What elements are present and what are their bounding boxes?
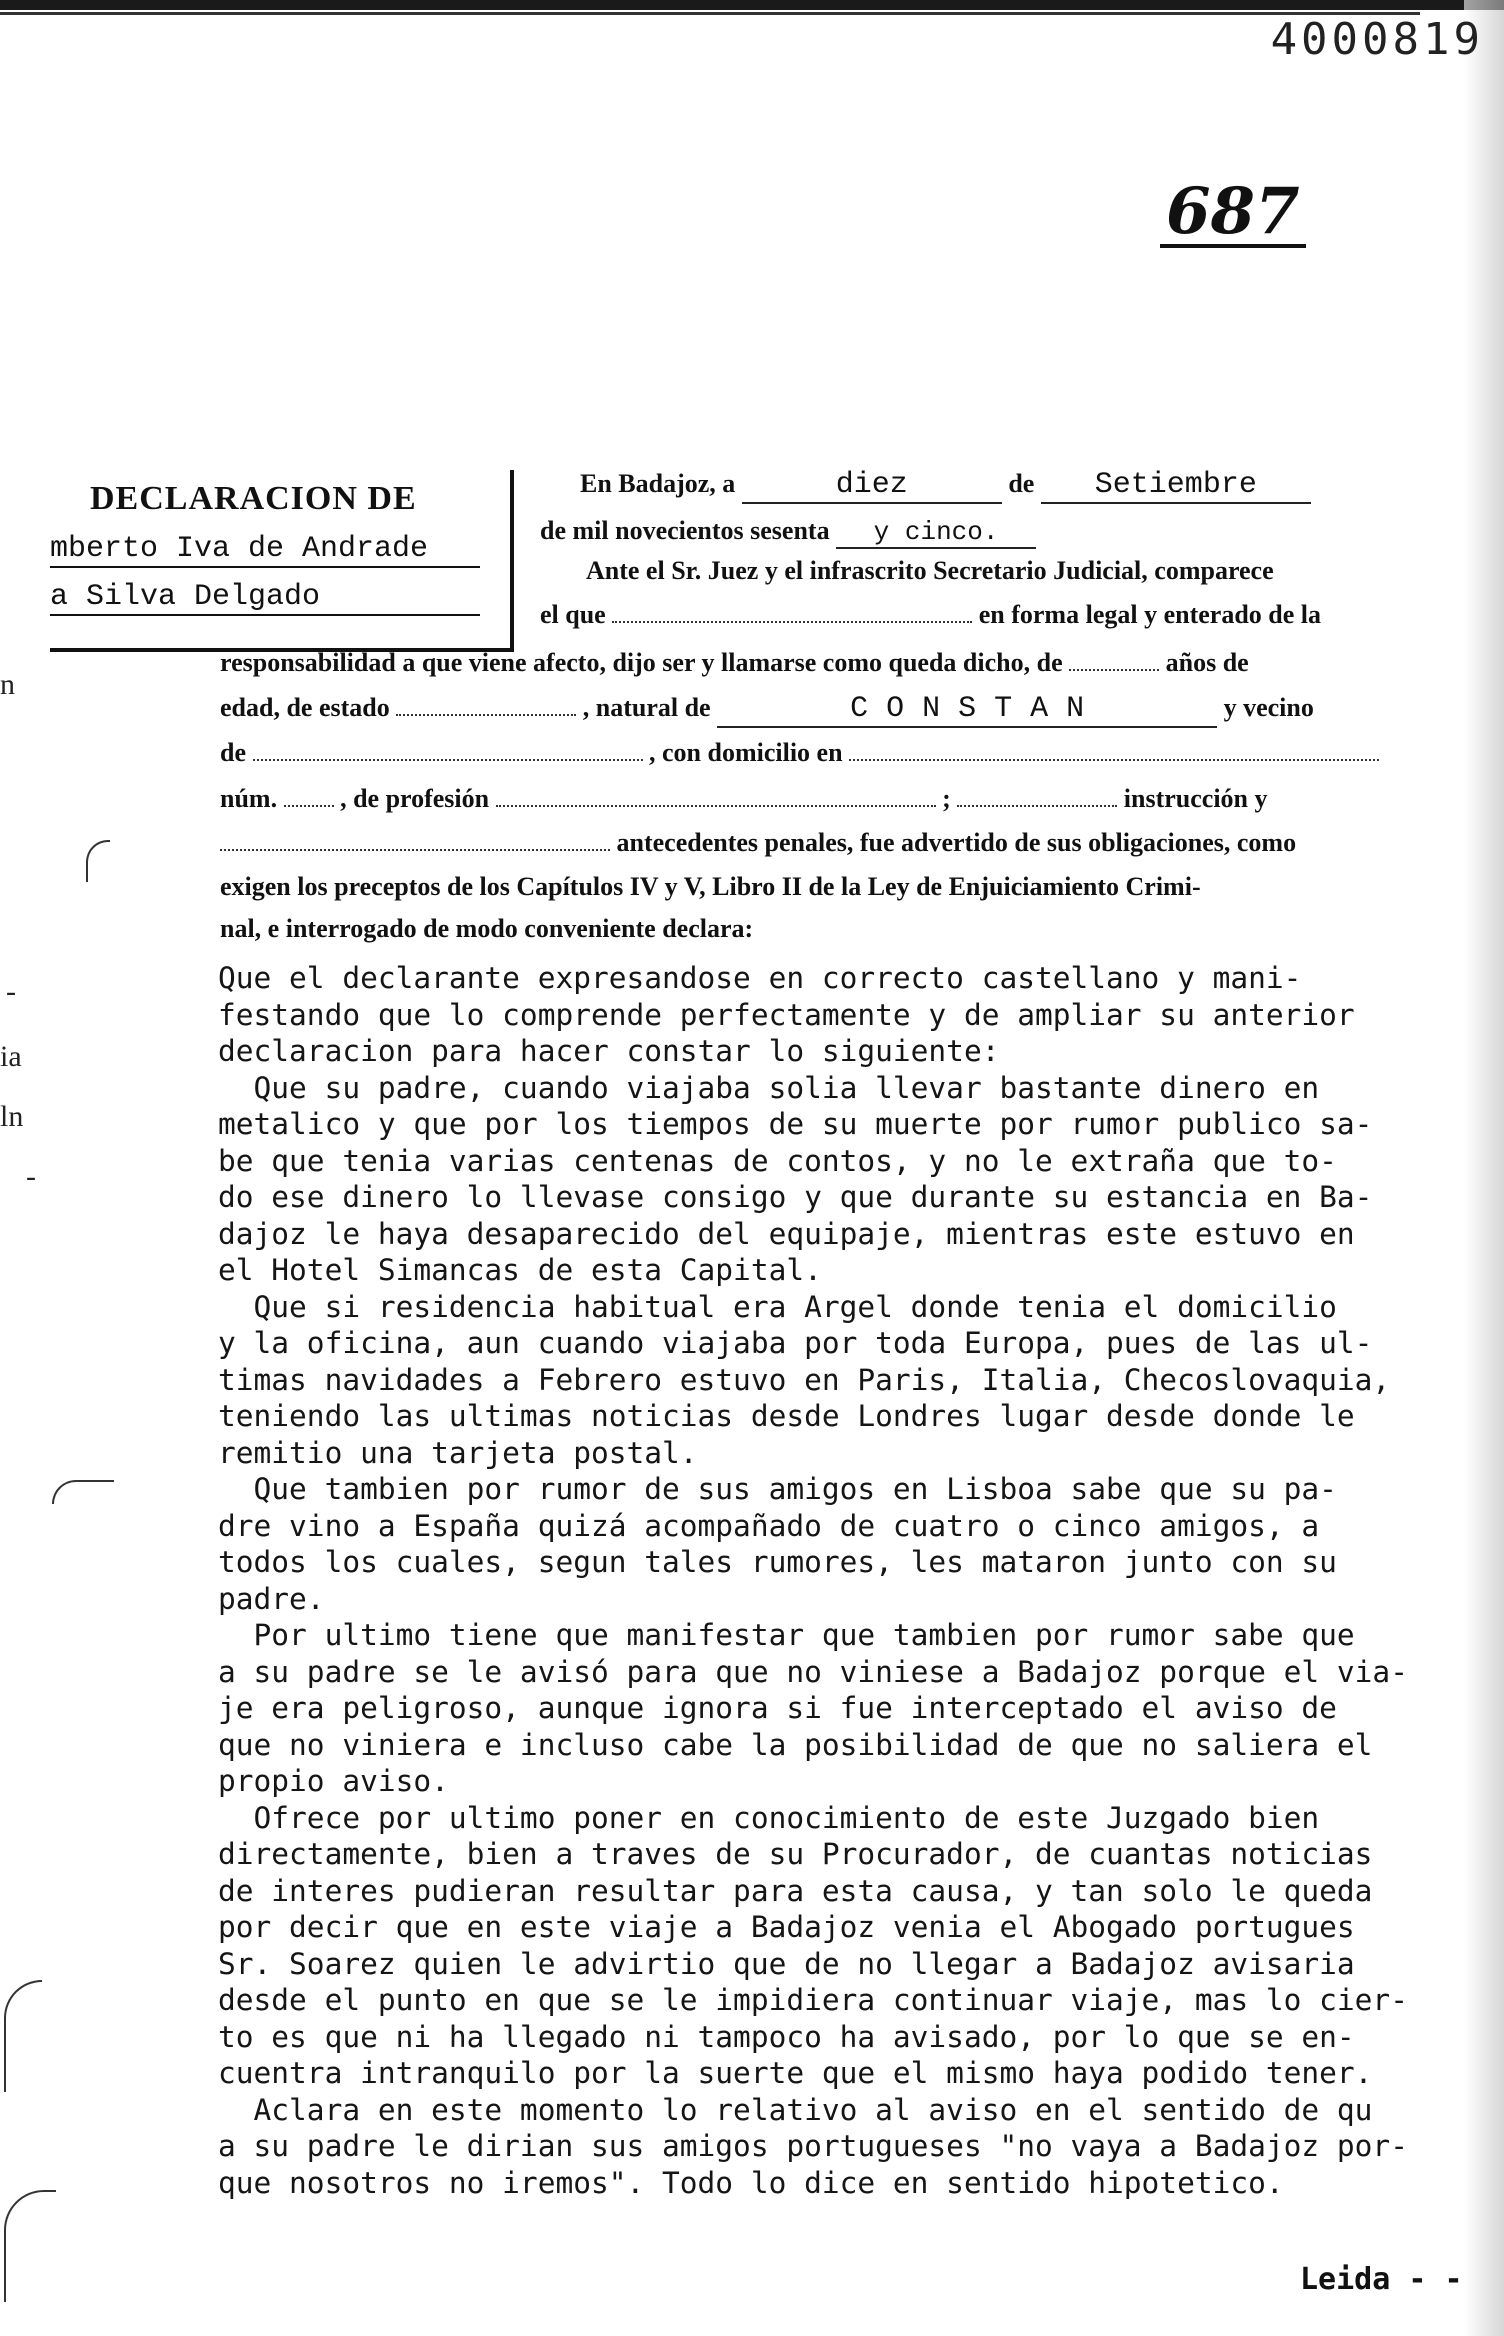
form-label: instrucción y: [1123, 784, 1268, 813]
blank-field: [496, 804, 936, 807]
form-line-appearance: Ante el Sr. Juez y el infrascrito Secretario Judicial, comparece: [586, 556, 1274, 585]
declaration-line: Que si residencia habitual era Argel donde tenia el domicilio: [218, 1289, 1337, 1324]
declaration-line: propio aviso.: [218, 1764, 449, 1798]
form-label: , con domicilio en: [649, 738, 843, 767]
form-label: de mil novecientos sesenta: [540, 516, 830, 545]
declaration-line: por decir que en este viaje a Badajoz venia el Abogado portugues: [218, 1910, 1355, 1944]
form-line-responsibility: [220, 648, 1249, 678]
form-label: de: [220, 738, 246, 767]
year-field: y cinco.: [836, 517, 1036, 549]
form-label: En Badajoz, a: [580, 469, 736, 498]
left-margin-fragment: ia: [0, 1040, 22, 1073]
form-line-profession: núm. , de profesión ; instrucción y: [220, 784, 1268, 813]
declaration-line: Que tambien por rumor de sus amigos en Lisboa sabe que su pa-: [218, 1472, 1337, 1506]
form-label: antecedentes penales, fue advertido de sus obligaciones, como: [616, 828, 1297, 857]
declaration-line: do ese dinero lo llevase consigo y que durante su estancia en Ba-: [218, 1180, 1373, 1214]
form-label: de: [1008, 469, 1035, 498]
form-label: y vecino: [1223, 693, 1314, 722]
form-line-year: [540, 516, 1036, 549]
declaration-line: a su padre le dirian sus amigos portugueses "no vaya a Badajoz por-: [218, 2129, 1408, 2163]
declaration-line: cuentra intranquilo por la suerte que el mismo haya podido tener.: [218, 2056, 1373, 2090]
declaration-line: teniendo las ultimas noticias desde Londres lugar desde donde le: [218, 1399, 1355, 1433]
declaration-line: y la oficina, aun cuando viajaba por toda Europa, pues de las ul-: [218, 1326, 1373, 1360]
form-line-declares: nal, e interrogado de modo conveniente declara:: [220, 914, 754, 943]
declaration-line: a su padre se le avisó para que no viniese a Badajoz porque el via-: [218, 1654, 1408, 1689]
form-line-legal-basis: exigen los preceptos de los Capítulos IV y V, Libro II de la Ley de Enjuiciamiento Crimi-: [220, 872, 1201, 901]
closing-leida: Leida - -: [1300, 2262, 1463, 2297]
declaration-line: Sr. Soarez quien le advirtio que de no llegar a Badajoz avisaria: [218, 1946, 1355, 1981]
form-label: núm.: [220, 784, 278, 813]
blank-field: [1069, 668, 1159, 671]
declaration-line: Ofrece por ultimo poner en conocimiento de este Juzgado bien: [218, 1800, 1320, 1835]
left-margin-fragment: -: [6, 975, 16, 1008]
month-field: Setiembre: [1041, 468, 1311, 504]
top-scan-line: [0, 12, 1420, 15]
margin-bracket-mark: [4, 1980, 42, 2092]
declarant-box: [50, 470, 514, 652]
declaration-line: remitio una tarjeta postal.: [218, 1435, 698, 1470]
declaration-line: declaracion para hacer constar lo siguiente:: [218, 1034, 1000, 1068]
left-margin-fragment: ln: [0, 1100, 24, 1133]
form-line-civil-status: [220, 692, 1314, 728]
form-label: el que: [540, 600, 606, 629]
declaration-line: el Hotel Simancas de esta Capital.: [218, 1253, 822, 1287]
blank-field: [220, 848, 610, 851]
blank-field: [612, 620, 972, 623]
form-label: edad, de estado: [220, 693, 390, 722]
declaration-line: que nosotros no iremos". Todo lo dice en sentido hipotetico.: [218, 2165, 1284, 2200]
declarant-name-line-1: mberto Iva de Andrade: [50, 532, 480, 568]
form-label: , de profesión: [340, 784, 490, 813]
declaration-line: padre.: [218, 1581, 325, 1616]
declarant-name-line-2: a Silva Delgado: [50, 580, 480, 616]
form-line-residence: [220, 738, 1379, 768]
blank-field: [284, 804, 334, 807]
declaration-line: je era peligroso, aunque ignora si fue interceptado el aviso de: [218, 1691, 1337, 1725]
blank-field: [849, 758, 1379, 761]
declaration-body: [218, 960, 1478, 2201]
declaration-line: timas navidades a Febrero estuvo en Paris, Italia, Checoslovaquia,: [218, 1362, 1391, 1397]
form-line-record: [220, 828, 1296, 858]
left-margin-fragment: n: [0, 668, 15, 701]
margin-bracket-mark: [52, 1480, 114, 1504]
blank-field: [396, 713, 576, 716]
declaration-line: directamente, bien a traves de su Procurador, de cuantas noticias: [218, 1837, 1373, 1871]
margin-bracket-mark: [4, 2190, 56, 2302]
top-scan-border: [0, 0, 1504, 10]
declaration-line: de interes pudieran resultar para esta causa, y tan solo le queda: [218, 1873, 1373, 1908]
declaration-line: dre vino a España quizá acompañado de cuatro o cinco amigos, a: [218, 1508, 1320, 1543]
declaration-line: Aclara en este momento lo relativo al aviso en el sentido de qu: [218, 2092, 1373, 2127]
margin-bracket-mark: [86, 840, 110, 882]
blank-field: [253, 758, 643, 761]
declaration-line: desde el punto en que se le impidiera continuar viaje, mas lo cier-: [218, 1983, 1408, 2017]
declaration-line: todos los cuales, segun tales rumores, les mataron junto con su: [218, 1545, 1337, 1579]
form-label: responsabilidad a que viene afecto, dijo ser y llamarse como queda dicho, de: [220, 648, 1063, 677]
form-line-el-que: [540, 600, 1321, 630]
declaration-line: Que el declarante expresandose en correcto castellano y mani-: [218, 961, 1302, 995]
form-line-place-date: [580, 468, 1311, 504]
handwritten-folio-number: 687: [1160, 180, 1306, 248]
declaration-line: festando que lo comprende perfectamente y de ampliar su anterior: [218, 997, 1355, 1032]
form-label: en forma legal y enterado de la: [978, 600, 1321, 629]
declaration-line: Que su padre, cuando viajaba solia llevar bastante dinero en: [218, 1070, 1320, 1105]
birthplace-field: C O N S T A N: [717, 692, 1217, 728]
declaration-line: be que tenia varias centenas de contos, y no le extraña que to-: [218, 1143, 1337, 1178]
declaration-line: metalico y que por los tiempos de su muerte por rumor publico sa-: [218, 1107, 1373, 1141]
blank-field: [957, 804, 1117, 807]
declaration-line: dajoz le haya desaparecido del equipaje, mientras este estuvo en: [218, 1216, 1355, 1251]
stamp-number: 4000819: [1270, 14, 1484, 65]
day-field: diez: [742, 468, 1002, 504]
form-label: , natural de: [582, 693, 711, 722]
left-margin-fragment: -: [26, 1160, 36, 1193]
declaration-line: que no viniera e incluso cabe la posibilidad de que no saliera el: [218, 1727, 1373, 1762]
declaration-line: to es que ni ha llegado ni tampoco ha avisado, por lo que se en-: [218, 2019, 1355, 2054]
declaration-line: Por ultimo tiene que manifestar que tambien por rumor sabe que: [218, 1618, 1355, 1652]
declaration-heading: DECLARACION DE: [90, 480, 417, 517]
form-label: años de: [1165, 648, 1249, 677]
